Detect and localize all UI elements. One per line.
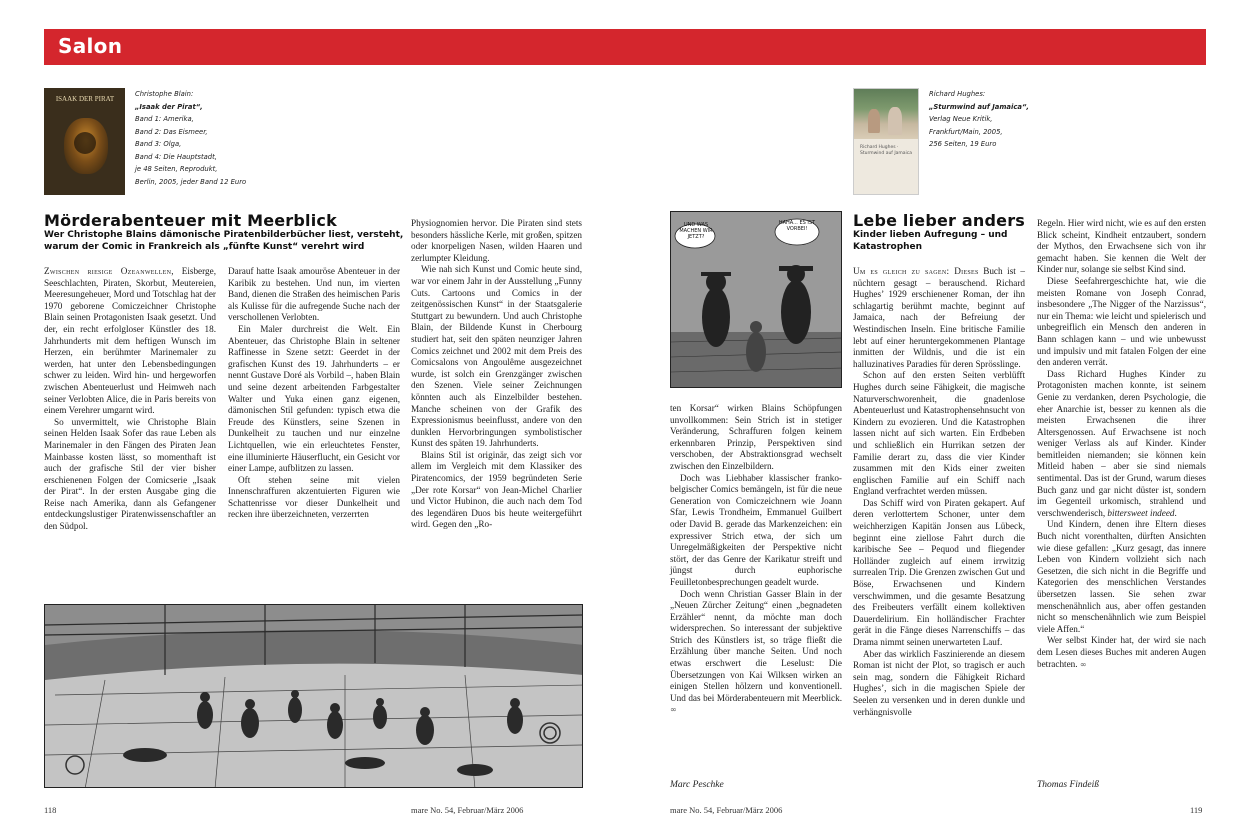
paragraph: Das Schiff wird von Piraten gekapert. Auf deren verlottertem Schoner, unter dem weichherzigen Kapitän Jonsen aus Lübeck, beginnt eine ziellose Fahrt durch die karibische See – Pequod und fliegender Holländer zugleich auf einem irrwitzig surrealen Trip. Die Grenzen zwischen Gut und Böse, Erwachsenen und Kindern verschwimmen, und die gesamte Besatzung des Freibeuters verfällt einem kollektiven Dauerdelirium. Ein holländischer Frachter gerät in die Fänge dieses Narrenschiffs – das Drama nimmt seinen unerwarteten Lauf. bbox=[853, 497, 1025, 647]
byline-right-article: Thomas Findeiß bbox=[1037, 780, 1100, 790]
paragraph: Ein Maler durchreist die Welt. Ein Abenteuer, das Christophe Blain in seltener Raffinesse in Szene setzt: Geerdet in der grafischen Kunst des 19. Jahrhunderts – er nennt Gustave Doré als Vorbild –, haben Blain und seine dezent arbeitenden Farbgestalter Walter und Yuka einen ganz eigenen, dämonischen Stil gefunden: typisch etwa die Freude des Künstlers, seine Szenen in Dunkelheit zu tauchen und nur einzelne Lichtquellen, wie ein erleuchtetes Fenster, eine illuminierte Häuserflucht, ein Gesicht vor einer Lampe, aufblitzen zu lassen. bbox=[228, 323, 400, 474]
paragraph: Und Kindern, denen ihre Eltern dieses Buch nicht vorenthalten, dürften Ansichten wie diese gefallen: „Kurz gesagt, das innere Leben von Kindern vollzieht sich nach Gesetzen, die sich nicht in die Begriffe und Kategorien des menschlichen Verstandes übersetzen lassen. Sie sehen zwar menschenähnlich aus, aber offen gestanden nicht so menschenähnlich wie zum Beispiel viele Affen.“ bbox=[1037, 519, 1206, 634]
end-mark-icon: ∞ bbox=[670, 705, 677, 715]
section-banner bbox=[44, 29, 1206, 65]
page-number-right: 119 bbox=[1190, 805, 1203, 815]
book-title: „Isaak der Pirat“, bbox=[135, 102, 203, 111]
paragraph: Schon auf den ersten Seiten verblüfft Hughes durch seine Fähigkeit, die magische Naturverschworenheit, die gnadenlose Abenteuerlust und Katastrophensehnsucht von Kindern zu evozieren. Und die Katastrophen lassen nicht auf sich warten. Ein Erdbeben und schließlich ein Hurrikan setzen der Familie derart zu, dass die vier Kinder zusammen mit den Kids einer zweiten englischen Familie auf ein Schiff nach England verfrachtet werden müssen. bbox=[853, 370, 1025, 497]
paragraph-text: . bbox=[1174, 507, 1177, 518]
book-line: Verlag Neue Kritik, bbox=[929, 115, 993, 123]
issue-line-left: mare No. 54, Februar/März 2006 bbox=[411, 805, 524, 815]
book-line: Band 2: Das Eismeer, bbox=[135, 127, 208, 136]
book-author: Richard Hughes: bbox=[929, 90, 986, 98]
lead-in: Zwischen riesige Ozeanwellen, bbox=[44, 266, 174, 276]
paragraph-text: Dass Richard Hughes Kinder zu Protagonisten machen konnte, ist seinem Genie zu verdanken, deren Psychologie, die eher Anarchie ist, besser zu kennen als die meisten Erwachsenen die ihrer Altersgenossen. Auf Erwachsene ist noch weniger Verlass als auf Kinder. Kinder bemitleiden niemanden; sie können kein Mitleid haben – aber sie sind niemals sentimental. Das ist der Grund, warum dieses Buch ganz und gar nicht düster ist, sondern im Gegenteil urkomisch, strahlend und verschwenderisch, bbox=[1037, 368, 1206, 518]
cover-figure bbox=[888, 107, 902, 135]
cover-title: ISAAK DER PIRAT bbox=[55, 95, 115, 103]
speech-bubble-right: HAHA... ES IST VORBEI! bbox=[778, 220, 816, 232]
article-column bbox=[1037, 218, 1206, 670]
issue-line-right: mare No. 54, Februar/März 2006 bbox=[670, 805, 783, 815]
book-line: je 48 Seiten, Reprodukt, bbox=[135, 165, 218, 173]
paragraph-text: Wer selbst Kinder hat, der wird sie nach dem Lesen dieses Buches mit anderen Augen betrachten. bbox=[1037, 635, 1206, 669]
paragraph-text: Eisberge, Seeschlachten, Piraten, Skorbut, Meutereien, Meeresungeheuer, Mord und Totschlag hat der 1970 geborene Comiczeichner Christophe Blain seinen Protagonisten Isaak gesetzt. Und der, ein recht erfolgloser Künstler des 18. Jahrhunderts mit dem heftigen Wunsch im Herzen, ein berühmter Marinemaler zu werden, hat unter den Lebensbedingungen schwer zu leiden. Wird hin- und hergeworfen zwischen Abenteuerlust und Heimweh nach seiner Verlobten Alice, die in Paris bereits von einem Verehrer umgarnt wird. bbox=[44, 266, 216, 416]
paragraph: Regeln. Hier wird nicht, wie es auf den ersten Blick scheint, Kindheit entzaubert, sondern der Mythos, den Erwachsene sich von ihr gemacht haben. Sie kennen die Welt der Kinder nur, solange sie selbst Kind sind. bbox=[1037, 218, 1206, 275]
paragraph: Doch was Liebhaber klassischer franko-belgischer Comics bemängeln, ist für die neue Generation von Comiczeichnern wie Joann Sfar, Lewis Trondheim, Emmanuel Guilbert oder David B. gerade das Markenzeichen: ein expressiver Strich etwa, der sich um Unregelmäßigkeiten der Perspektive nicht stört, der das Genre der Karikatur streift und jüngst durch euphorische Feuilletonbesprechungen geadelt wurde. bbox=[670, 472, 842, 587]
comic-panel-pirates bbox=[670, 211, 842, 388]
book-cover-isaak bbox=[44, 88, 125, 195]
article-headline-right: Lebe lieber anders bbox=[853, 211, 1026, 230]
paragraph: Aber das wirklich Faszinierende an diesem Roman ist nicht der Plot, so tragisch er auch sein mag, sondern die Fähigkeit Richard Hughes’, sich in die magischen Spiele der Seelen zu versenken und in deren dunkle und verhängnisvolle bbox=[853, 648, 1025, 717]
section-title: Salon bbox=[58, 34, 123, 58]
paragraph bbox=[1037, 635, 1206, 670]
paragraph: Diese Seefahrergeschichte hat, wie die meisten Romane von Joseph Conrad, insbesondere „The Nigger of the Narzissus“, nur ein Thema: wie leicht und spielerisch und unbegreiflich ein Mensch den anderen in Bann schlagen kann – und wie unbewusst und impulsiv und mit fatalen Folgen der eine den anderen verrät. bbox=[1037, 275, 1206, 368]
lead-in: Um es gleich zu sagen: Dieses bbox=[853, 266, 979, 276]
end-mark-icon: ∞ bbox=[1079, 659, 1087, 669]
paragraph: Oft stehen seine mit vielen Innenschraffuren akzentuierten Figuren wie Schattenrisse vor dieser Dunkelheit und recken ihre überzeichneten, verzerrten bbox=[228, 474, 400, 520]
article-deck-right: Kinder lieben Aufregung – und Katastrophen bbox=[853, 230, 1008, 252]
article-column bbox=[44, 266, 216, 533]
paragraph bbox=[853, 266, 1025, 370]
paragraph: Wie nah sich Kunst und Comic heute sind, war vor einem Jahr in der Ausstellung „Funny Cuts. Cartoons und Comics in der zeitgenössischen Kunst“ in der Staatsgalerie Stuttgart zu bewundern. Und auch Christophe Blain, der Bildende Kunst in Cherbourg studiert hat, seit den späten neunziger Jahren Comics zeichnet und 2002 mit dem Preis des Comicsalons von Angoulême ausgezeichnet wurde, ist solch ein Grenzgänger zwischen den Szenen. Viele seiner Zeichnungen könnten auch als Einzelbilder bestehen. Manche scheinen von der Grafik des Expressionismus beeinflusst, andere von den dunklen Hervorbringungen symbolistischer Kunst des späten 19. Jahrhunderts. bbox=[411, 264, 582, 449]
book-info-left bbox=[135, 88, 285, 188]
paragraph: Darauf hatte Isaak amouröse Abenteuer in der Karibik zu bestehen. Und nun, im vierten Band, dienen die Straßen des heimischen Paris als Kulisse für die aufregende Suche nach der verschollenen Verlobten. bbox=[228, 266, 400, 323]
ship-deck-illustration bbox=[45, 605, 583, 788]
speech-bubble-left: UND WAS MACHEN WIR JETZT? bbox=[679, 222, 713, 240]
page-number-left: 118 bbox=[44, 805, 57, 815]
book-line: 256 Seiten, 19 Euro bbox=[929, 140, 997, 148]
book-line: Band 4: Die Hauptstadt, bbox=[135, 152, 217, 161]
paragraph: Blains Stil ist originär, das zeigt sich vor allem im Vergleich mit dem Klassiker des Piratencomics, der 1959 begründeten Serie „Der rote Korsar“ von Jean-Michel Charlier und Victor Hubinon, die auch nach dem Tod des legendären Duos bis heute weitergeführt wird. Gegen den „Ro- bbox=[411, 449, 582, 530]
byline-left-article: Marc Peschke bbox=[670, 780, 724, 790]
paragraph: ten Korsar“ wirken Blains Schöpfungen unvollkommen: Sein Strich ist in stetiger Veränderung, Schraffuren folgen keinem erkennbaren Prinzip, Perspektiven sind verschoben, der Abstraktionsgrad wechselt zwischen den Einzelbildern. bbox=[670, 403, 842, 471]
book-cover-sturmwind bbox=[853, 88, 919, 195]
article-column bbox=[228, 266, 400, 521]
book-author: Christophe Blain: bbox=[135, 90, 194, 98]
cover-figure bbox=[74, 132, 96, 154]
book-line: Band 1: Amerika, bbox=[135, 115, 194, 123]
cover-figure bbox=[868, 109, 880, 133]
paragraph: So unvermittelt, wie Christophe Blain seinen Helden Isaak Sofer das raue Leben als Marinemaler in den Fängen des Piraten Jean Mainbasse kosten lässt, so momenthaft ist auch der grafische Stil der vier bisher erschienenen Folgen der Comicserie „Isaak der Pirat“. In der ersten Ausgabe ging die Reise nach Amerika, dann als Gefangener entdeckungslustiger Piratenwissenschaftler an den Südpol. bbox=[44, 416, 216, 532]
article-column bbox=[670, 403, 842, 716]
paragraph bbox=[670, 589, 842, 717]
article-deck-left: Wer Christophe Blains dämonische Piratenbilderbücher liest, versteht, warum der Comic in Frankreich als „fünfte Kunst“ verehrt wird bbox=[44, 230, 404, 252]
cover-text: Richard Hughes · Sturmwind auf Jamaica bbox=[860, 145, 913, 156]
cover-illustration bbox=[854, 89, 919, 139]
comic-panel-ship-deck bbox=[44, 604, 583, 788]
book-line: Berlin, 2005, jeder Band 12 Euro bbox=[135, 177, 247, 186]
paragraph-text: Doch wenn Christian Gasser Blain in der „Neuen Zürcher Zeitung“ einen „begnadeten Erzähler“ nennt, da möchte man doch widersprechen. So interessant der subjektive Strich des Künstlers ist, so träge fließt die Erzählung über manche Seiten. Und noch etwas erschwert die Leselust: Die Übersetzungen von Kai Wilksen wirken an einigen Stellen hölzern und konventionell. Und das bei Mörderabenteuern mit Meerblick. bbox=[670, 588, 842, 703]
paragraph-text: Buch ist – nüchtern gesagt – berauschend. Richard Hughes’ 1929 erschienener Roman, der ihn schlagartig berühmt machte, beginnt auf Jamaica, nach der Befreiung der Westindischen Inseln. Eine britische Familie lebt auf einer heruntergekommenen Plantage inmitten der Wildnis, und die ist ein halluzinatives Paradies für deren Sprösslinge. bbox=[853, 266, 1025, 369]
paragraph bbox=[44, 266, 216, 417]
paragraph: Physiognomien hervor. Die Piraten sind stets besonders hässliche Kerle, mit großen, spitzen oder knorpeligen Nasen, wilden Haaren und zerlumpter Kleidung. bbox=[411, 218, 582, 263]
book-line: Frankfurt/Main, 2005, bbox=[929, 127, 1003, 136]
book-line: Band 3: Olga, bbox=[135, 140, 182, 148]
article-column bbox=[411, 218, 582, 531]
article-column bbox=[853, 266, 1025, 718]
book-title: „Sturmwind auf Jamaica“, bbox=[929, 102, 1029, 111]
paragraph bbox=[1037, 369, 1206, 520]
article-headline-left: Mörderabenteuer mit Meerblick bbox=[44, 211, 337, 230]
emphasis-text: bittersweet indeed bbox=[1107, 507, 1175, 518]
book-info-right bbox=[929, 88, 1069, 151]
